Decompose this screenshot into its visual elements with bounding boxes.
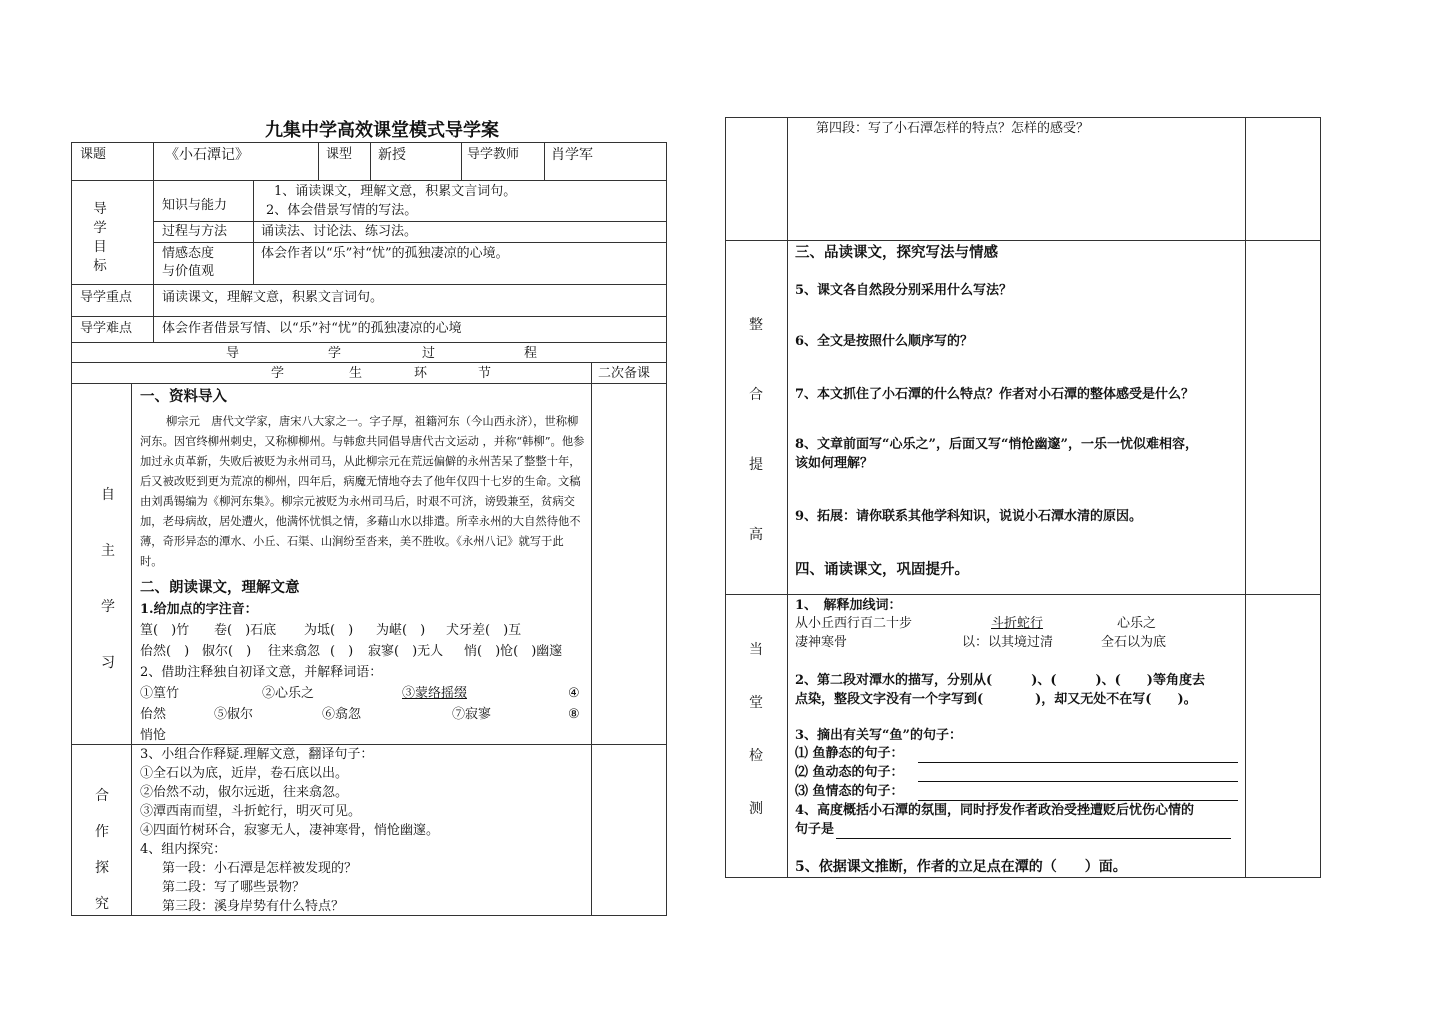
- section-2-title: 二、朗读课文，理解文意: [140, 579, 300, 596]
- word-item: ⑧: [568, 707, 580, 722]
- process-header-char: 过: [422, 346, 436, 361]
- pinyin-item: 为坻( ): [304, 623, 354, 638]
- translate-item: ②佁然不动，俶尔远逝，往来翕忽。: [140, 785, 349, 800]
- teacher-value: 肖学军: [551, 147, 593, 163]
- question-6: 6、全文是按照什么顺序写的？: [795, 334, 974, 349]
- key-point-value: 诵读课文，理解文意，积累文言词句。: [162, 290, 384, 305]
- pinyin-item: ( ): [330, 644, 354, 659]
- step-header-char: 环: [414, 366, 428, 381]
- word-item: ①篁竹: [140, 686, 180, 701]
- test-1-title: 1、 解释加线词：: [795, 598, 902, 613]
- pinyin-item: 为嵁( ): [376, 623, 426, 638]
- section-4-title: 四、诵读课文，巩固提升。: [795, 561, 969, 578]
- word-item: ⑦寂寥: [452, 707, 492, 722]
- difficulty-value: 体会作者借景写情、以“乐”衬“忧”的孤独凄凉的心境: [162, 321, 462, 336]
- test-1-word: 以：以其境过清: [962, 635, 1054, 650]
- test-4-cont: 句子是: [795, 822, 835, 837]
- word-item: 佁然: [140, 707, 167, 722]
- question-9: 9、拓展：请你联系其他学科知识，说说小石潭水清的原因。: [795, 509, 1143, 524]
- pinyin-item: 卷( )石底: [214, 623, 277, 638]
- knowledge-label: 知识与能力: [162, 198, 228, 213]
- integrate-label: 整 合 提 高: [749, 317, 763, 543]
- word-item: ④: [568, 686, 580, 701]
- explore-item: 第二段：写了哪些景物？: [162, 880, 306, 895]
- process-value: 诵读法、讨论法、练习法。: [261, 224, 418, 239]
- word-item: ⑥翕忽: [322, 707, 362, 722]
- test-1-word: 心乐之: [1117, 616, 1157, 631]
- test-3-item: ⑶ 鱼情态的句子：: [795, 784, 904, 799]
- teacher-label: 导学教师: [467, 147, 520, 162]
- section-1-text: 柳宗元 唐代文学家，唐宋八大家之一。字子厚，祖籍河东（今山西永济），世称柳河东。因官终柳州刺史，又称柳柳州。与韩愈共同倡导唐代古文运动 ，并称“韩柳”。他参加过永贞革新，失败后被贬为永州司马，从此柳宗元在荒远偏僻的永州苦呆了整整十年，后又被改贬到更为荒凉的柳州，四年后，病魔无情地夺去了他年仅四十七岁的生命。文稿由刘禹锡编为《柳河东集》。柳宗元被贬为永州司马后，时艰不可济，谤毁兼至，贫病交加，老母病故，居处遭火，他满怀忧惧之情，多藉山水以排遣。所幸永州的大自然待他不薄，奇形异态的潭水、小丘、石渠、山涧纷至沓来，美不胜收。《永州八记》就写于此时。: [140, 415, 585, 568]
- difficulty-label: 导学难点: [80, 321, 133, 336]
- word-item: ②心乐之: [262, 686, 315, 701]
- emotion-value: 体会作者以“乐”衬“忧”的孤独凄凉的心境。: [261, 246, 509, 261]
- word-item: ⑤俶尔: [214, 707, 254, 722]
- test-5: 5、依据课文推断，作者的立足点在潭的（ ）面。: [795, 859, 1127, 875]
- question-7: 7、本文抓住了小石潭的什么特点？作者对小石潭的整体感受是什么？: [795, 387, 1195, 402]
- translate-item: ③潭西南而望，斗折蛇行，明灭可见。: [140, 804, 362, 819]
- test-3-title: 3、摘出有关写“鱼”的句子：: [795, 728, 963, 743]
- step-header-char: 学: [271, 366, 285, 381]
- process-label: 过程与方法: [162, 224, 228, 239]
- emotion-label: 情感态度 与价值观: [162, 246, 215, 279]
- test-2-cont: 点染，整段文字没有一个字写到( )，却又无处不在写( )。: [795, 692, 1197, 707]
- translate-item: ①全石以为底，近岸，卷石底以出。: [140, 766, 349, 781]
- section-1-title: 一、资料导入: [140, 388, 227, 405]
- knowledge-item: 1、诵读课文，理解文意，积累文言词句。: [274, 184, 517, 199]
- process-header-char: 学: [328, 346, 342, 361]
- topic-value: 《小石潭记》: [165, 147, 249, 163]
- pinyin-item: 寂寥( )无人: [368, 644, 444, 659]
- step-header-char: 节: [478, 366, 492, 381]
- topic-label: 课题: [80, 147, 107, 162]
- test-1-word: 全石以为底: [1101, 635, 1167, 650]
- question-8-cont: 该如何理解？: [795, 456, 874, 471]
- cooperation-label: 合 作 探 究: [95, 788, 109, 912]
- translate-item: ④四面竹树环合，寂寥无人，凄神寒骨，悄怆幽邃。: [140, 823, 440, 838]
- question-4-title: 4、组内探究：: [140, 842, 227, 857]
- right-table: [725, 117, 1321, 878]
- question-5: 5、课文各自然段分别采用什么写法？: [795, 283, 1013, 298]
- test-1-word: 凄神寒骨: [795, 635, 848, 650]
- test-label: 当 堂 检 测: [749, 642, 763, 817]
- test-1-word: 从小丘西行百二十步: [795, 616, 913, 631]
- type-value: 新授: [378, 147, 406, 163]
- question-3-title: 3、小组合作释疑.理解文意，翻译句子：: [140, 747, 374, 762]
- type-label: 课型: [326, 147, 353, 162]
- test-4: 4、高度概括小石潭的氛围，同时抒发作者政治受挫遭贬后忧伤心情的: [795, 803, 1195, 818]
- process-header-char: 程: [524, 346, 538, 361]
- pinyin-item: 悄( )怆( )幽邃: [464, 644, 563, 659]
- step-header-char: 生: [349, 366, 363, 381]
- explore-item: 第三段：溪身岸势有什么特点？: [162, 899, 345, 914]
- pinyin-item: 篁( )竹: [140, 623, 190, 638]
- process-header-char: 导: [226, 346, 240, 361]
- goals-section-label: 导 学 目 标: [93, 201, 107, 274]
- knowledge-item: 2、体会借景写情的写法。: [266, 203, 418, 218]
- question-2-title: 2、借助注释独自初译文意，并解释词语：: [140, 665, 383, 680]
- explore-item: 第一段：小石潭是怎样被发现的？: [162, 861, 358, 876]
- test-3-item: ⑴ 鱼静态的句子：: [795, 746, 904, 761]
- self-study-label: 自 主 学 习: [101, 487, 115, 671]
- test-3-item: ⑵ 鱼动态的句子：: [795, 765, 904, 780]
- section-3-title: 三、品读课文，探究写法与情感: [795, 244, 998, 261]
- question-1-title: 1.给加点的字注音：: [140, 602, 258, 617]
- test-2: 2、第二段对潭水的描写，分别从( )、( )、( )等角度去: [795, 673, 1205, 688]
- explore-item: 第四段：写了小石潭怎样的特点？怎样的感受？: [816, 121, 1090, 136]
- word-item: ③蒙络摇缀: [402, 686, 468, 701]
- second-prep-label: 二次备课: [598, 366, 651, 381]
- word-item: 悄怆: [140, 728, 167, 743]
- question-8: 8、文章前面写“心乐之”，后面又写“悄怆幽邃”，一乐一忧似难相容，: [795, 437, 1198, 452]
- test-1-word: 斗折蛇行: [991, 616, 1044, 631]
- pinyin-item: 俶尔( ): [202, 644, 252, 659]
- pinyin-item: 往来翕忽: [268, 644, 321, 659]
- page-title: 九集中学高效课堂模式导学案: [265, 120, 499, 141]
- pinyin-item: 佁然( ): [140, 644, 190, 659]
- key-point-label: 导学重点: [80, 290, 133, 305]
- pinyin-item: 犬牙差( )互: [446, 623, 522, 638]
